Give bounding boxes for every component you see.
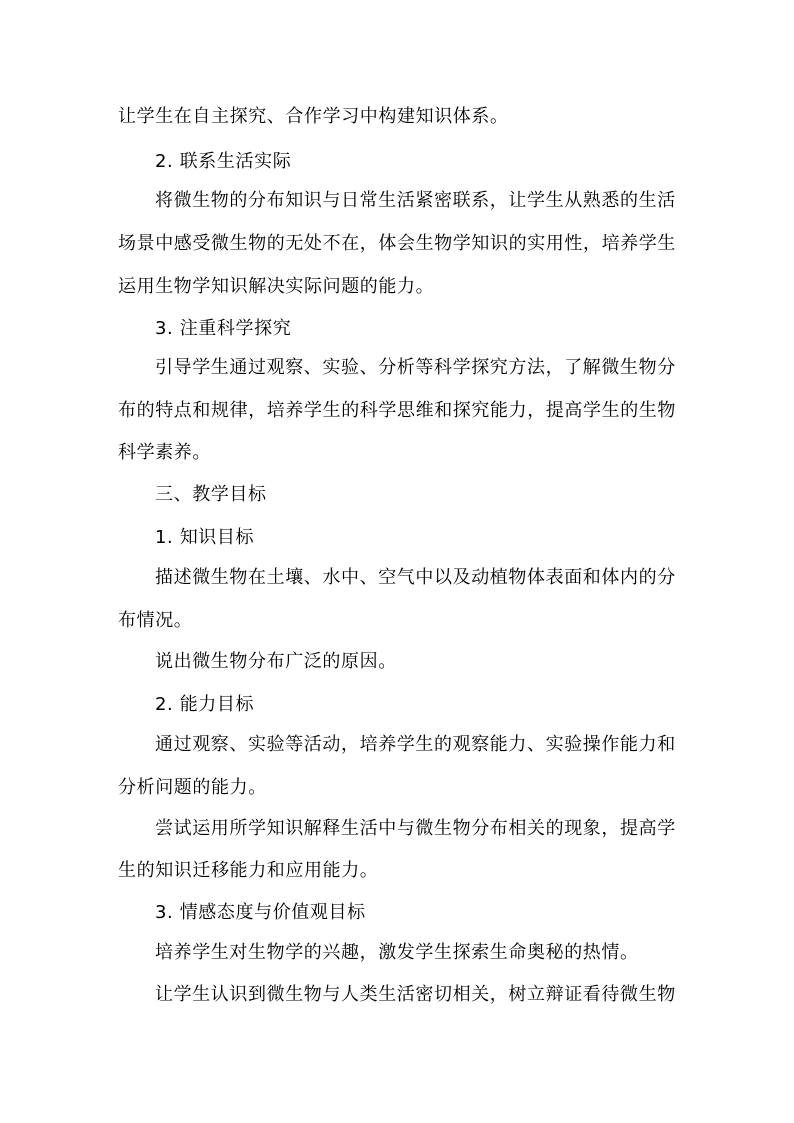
paragraph-line: 尝试运用所学知识解释生活中与微生物分布相关的现象，提高学 [155,818,676,839]
paragraph-line: 引导学生通过观察、实验、分析等科学探究方法，了解微生物分 [155,357,676,378]
paragraph-line: 说出微生物分布广泛的原因。 [155,651,397,672]
paragraph-line: 通过观察、实验等活动，培养学生的观察能力、实验操作能力和 [155,734,676,755]
paragraph-line: 布的特点和规律，培养学生的科学思维和探究能力，提高学生的生物 [118,400,676,421]
section-heading: 1. 知识目标 [155,527,255,548]
paragraph-line: 分析问题的能力。 [118,777,267,798]
paragraph-line: 场景中感受微生物的无处不在，体会生物学知识的实用性，培养学生 [118,233,676,254]
paragraph-line: 培养学生对生物学的兴趣，激发学生探索生命奥秘的热情。 [155,942,639,963]
section-heading: 2. 能力目标 [155,694,255,715]
chapter-heading: 三、教学目标 [155,484,267,505]
paragraph-line: 布情况。 [118,610,193,631]
paragraph-line: 描述微生物在土壤、水中、空气中以及动植物体表面和体内的分 [155,567,676,588]
paragraph-line: 让学生认识到微生物与人类生活密切相关，树立辩证看待微生物 [155,984,676,1005]
paragraph-line: 生的知识迁移能力和应用能力。 [118,860,379,881]
paragraph-line: 让学生在自主探究、合作学习中构建知识体系。 [118,106,509,127]
paragraph-line: 科学素养。 [118,442,211,463]
section-heading: 3. 情感态度与价值观目标 [155,902,366,923]
paragraph-line: 运用生物学知识解决实际问题的能力。 [118,276,435,297]
section-heading: 3. 注重科学探究 [155,318,292,339]
section-heading: 2. 联系生活实际 [155,151,292,172]
paragraph-line: 将微生物的分布知识与日常生活紧密联系，让学生从熟悉的生活 [155,190,676,211]
